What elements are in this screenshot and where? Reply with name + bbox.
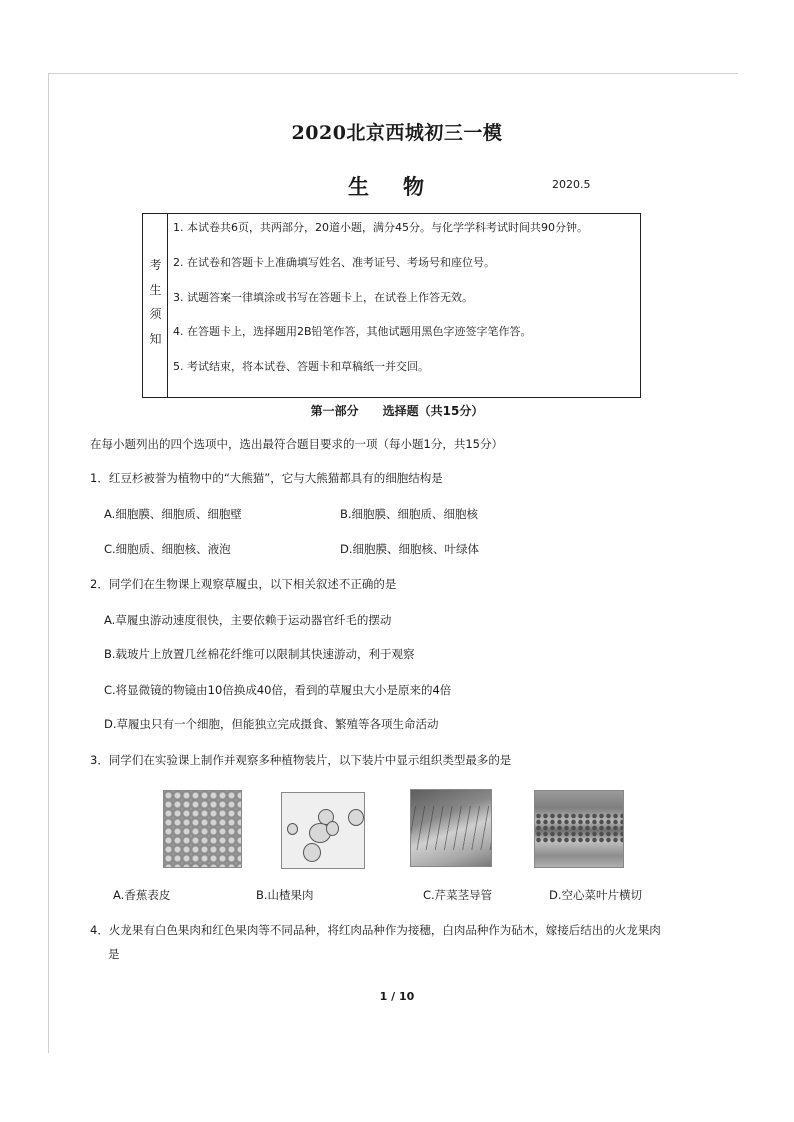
hawthorn-pulp-micrograph [281, 792, 365, 869]
notice-item: 4. 在答题卡上，选择题用2B铅笔作答，其他试题用黑色字迹签字笔作答。 [173, 325, 532, 338]
question-2-option-b: B.载玻片上放置几丝棉花纤维可以限制其快速游动，利于观察 [104, 647, 415, 661]
page-left-border [48, 73, 49, 1053]
question-3-option-d: D.空心菜叶片横切 [549, 888, 643, 902]
question-1-option-a: A.细胞膜、细胞质、细胞壁 [104, 507, 242, 521]
notice-item: 2. 在试卷和答题卡上准确填写姓名、准考证号、考场号和座位号。 [173, 256, 495, 269]
candidate-notice-box [142, 213, 641, 398]
section-heading: 第一部分 选择题（共15分） [310, 404, 484, 418]
notice-label-char: 生 [149, 283, 162, 297]
question-2-option-a: A.草履虫游动速度很快，主要依赖于运动器官纤毛的摆动 [104, 613, 392, 627]
subject-title: 生物 [348, 174, 458, 199]
celery-vessel-micrograph [410, 789, 492, 867]
water-spinach-leaf-section-micrograph [534, 790, 624, 868]
instruction-text: 在每小题列出的四个选项中，选出最符合题目要求的一项（每小题1分，共15分） [90, 437, 503, 451]
question-1-stem: 1．红豆杉被誉为植物中的“大熊猫”，它与大熊猫都具有的细胞结构是 [90, 471, 443, 485]
notice-label-char: 考 [149, 258, 162, 272]
banana-peel-micrograph [163, 790, 242, 868]
page-top-border [48, 73, 738, 74]
exam-date: 2020.5 [552, 178, 591, 191]
question-4-stem: 4．火龙果有白色果肉和红色果肉等不同品种，将红肉品种作为接穗，白肉品种作为砧木，嫁接后结出的火龙果肉 [90, 923, 661, 937]
question-2-option-d: D.草履虫只有一个细胞，但能独立完成摄食、繁殖等各项生命活动 [104, 717, 439, 731]
notice-label-char: 须 [149, 307, 162, 321]
question-4-stem-continued: 是 [108, 947, 120, 961]
question-1-option-c: C.细胞质、细胞核、液泡 [104, 542, 231, 556]
question-2-stem: 2．同学们在生物课上观察草履虫，以下相关叙述不正确的是 [90, 577, 397, 591]
notice-item: 1. 本试卷共6页，共两部分，20道小题，满分45分。与化学学科考试时间共90分钟。 [173, 221, 588, 234]
question-3-stem: 3．同学们在实验课上制作并观察多种植物装片，以下装片中显示组织类型最多的是 [90, 753, 512, 767]
question-3-option-b: B.山楂果肉 [256, 888, 314, 902]
exam-title: 2020北京西城初三一模 [291, 122, 503, 144]
question-3-option-a: A.香蕉表皮 [113, 888, 171, 902]
question-2-option-c: C.将显微镜的物镜由10倍换成40倍，看到的草履虫大小是原来的4倍 [104, 683, 452, 697]
notice-label-char: 知 [149, 332, 162, 346]
question-1-option-b: B.细胞膜、细胞质、细胞核 [340, 507, 479, 521]
notice-item: 3. 试题答案一律填涂或书写在答题卡上，在试卷上作答无效。 [173, 291, 473, 304]
notice-item: 5. 考试结束，将本试卷、答题卡和草稿纸一并交回。 [173, 360, 429, 373]
page-number: 1 / 10 [379, 990, 415, 1003]
question-1-option-d: D.细胞膜、细胞核、叶绿体 [340, 542, 480, 556]
notice-label-column [143, 214, 168, 397]
question-3-option-c: C.芹菜茎导管 [423, 888, 493, 902]
